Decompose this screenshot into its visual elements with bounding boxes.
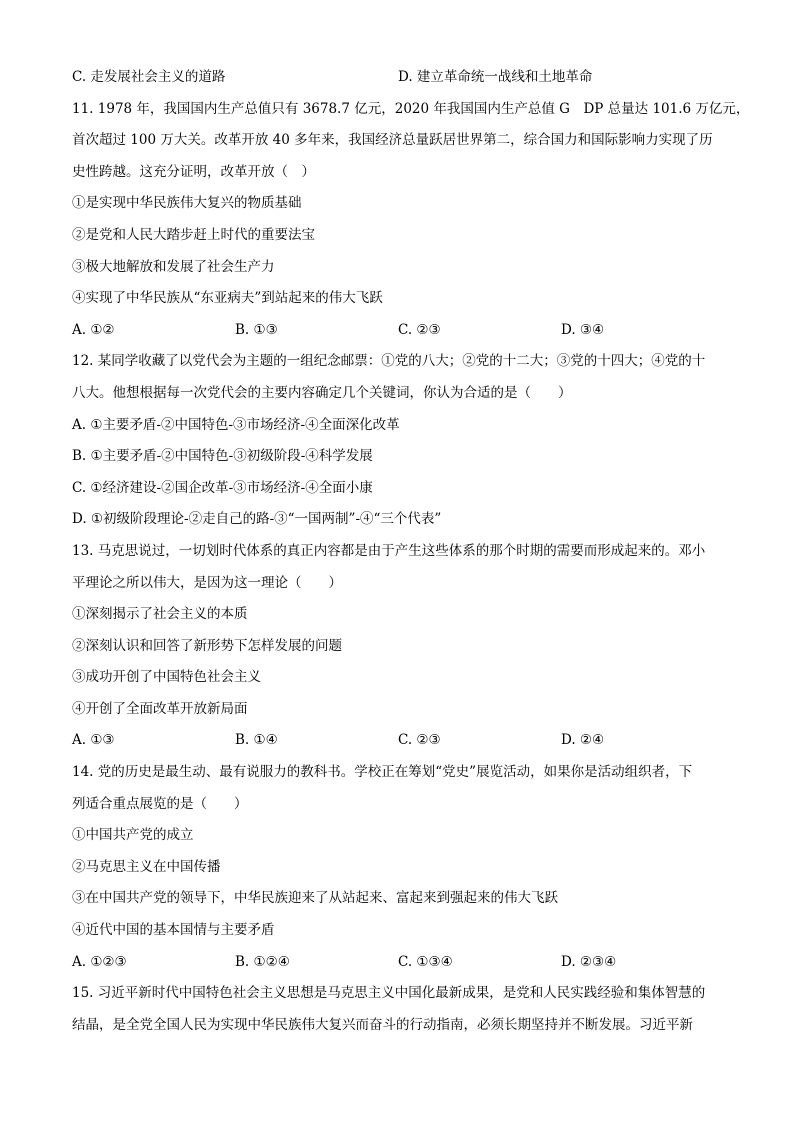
q15-stem-line-2: 结晶，是全党全国人民为实现中华民族伟大复兴而奋斗的行动指南，必须长期坚持并不断发展。习近平新 [72, 1016, 693, 1033]
q14-option-b[interactable]: B. ①②④ [235, 953, 290, 970]
q14-option-c[interactable]: C. ①③④ [398, 953, 453, 970]
q12-stem-line-1: 12. 某同学收藏了以党代会为主题的一组纪念邮票：①党的八大；②党的十二大；③党的十四大；④党的十 [72, 353, 706, 370]
q14-statement-3: ③在中国共产党的领导下，中华民族迎来了从站起来、富起来到强起来的伟大飞跃 [72, 890, 558, 907]
q12-option-c[interactable]: C. ①经济建设-②国企改革-③市场经济-④全面小康 [72, 479, 373, 496]
q13-option-b[interactable]: B. ①④ [235, 732, 278, 749]
q10-option-d[interactable]: D. 建立革命统一战线和土地革命 [398, 69, 593, 85]
q14-options-row [72, 947, 724, 979]
question-15 [72, 978, 724, 1041]
q15-stem-line-1: 15. 习近平新时代中国特色社会主义思想是马克思主义中国化最新成果，是党和人民实践经验和集体智慧的 [72, 985, 706, 1002]
q11-option-c[interactable]: C. ②③ [398, 321, 441, 338]
q14-stem-line-1: 14. 党的历史是最生动、最有说服力的教科书。学校正在筹划“党史”展览活动，如果你是活动组织者，下 [72, 764, 693, 781]
q11-statement-1: ①是实现中华民族伟大复兴的物质基础 [72, 195, 302, 212]
q13-options-row [72, 725, 724, 757]
question-12 [72, 346, 724, 536]
q11-option-b[interactable]: B. ①③ [235, 321, 278, 338]
q14-statement-1: ①中国共产党的成立 [72, 827, 194, 844]
q12-option-b[interactable]: B. ①主要矛盾-②中国特色-③初级阶段-④科学发展 [72, 448, 373, 465]
q12-option-d[interactable]: D. ①初级阶段理论-②走自己的路-③“一国两制”-④“三个代表” [72, 511, 442, 528]
q13-stem-line-1: 13. 马克思说过，一切划时代体系的真正内容都是由于产生这些体系的那个时期的需要而形成起来的。邓小 [72, 542, 706, 559]
q13-stem-line-2: 平理论之所以伟大，是因为这一理论（ ） [72, 574, 342, 591]
q12-option-a[interactable]: A. ①主要矛盾-②中国特色-③市场经济-④全面深化改革 [72, 416, 400, 433]
q13-option-a[interactable]: A. ①③ [72, 732, 115, 749]
q11-stem-line-2: 首次超过 100 万大关。改革开放 40 多年来，我国经济总量跃居世界第二，综合国力和国际影响力实现了历 [72, 132, 713, 149]
q11-stem-line-3: 史性跨越。这充分证明，改革开放（ ） [72, 163, 315, 180]
q11-option-a[interactable]: A. ①② [72, 321, 115, 338]
q14-statement-2: ②马克思主义在中国传播 [72, 858, 221, 875]
q13-statement-1: ①深刻揭示了社会主义的本质 [72, 606, 248, 623]
question-14 [72, 757, 724, 978]
question-13 [72, 536, 724, 757]
question-11 [72, 94, 750, 347]
page-content [72, 62, 750, 1041]
q13-option-d[interactable]: D. ②④ [561, 732, 605, 749]
q10-options-row [72, 62, 724, 94]
q11-statement-3: ③极大地解放和发展了社会生产力 [72, 258, 275, 275]
q11-options-row [72, 315, 724, 347]
q10-option-c[interactable]: C. 走发展社会主义的道路 [72, 69, 226, 85]
q13-statement-4: ④开创了全面改革开放新局面 [72, 700, 248, 717]
q11-stem-line-1: 11. 1978 年，我国国内生产总值只有 3678.7 亿元，2020 年我国国内生产总值 G DP 总量达 101.6 万亿元， [72, 100, 750, 117]
q13-statement-3: ③成功开创了中国特色社会主义 [72, 669, 261, 686]
q12-stem-line-2: 八大。他想根据每一次党代会的主要内容确定几个关键词，你认为合适的是（ ） [72, 384, 572, 401]
q13-option-c[interactable]: C. ②③ [398, 732, 441, 749]
q11-statement-4: ④实现了中华民族从“东亚病夫”到站起来的伟大飞跃 [72, 290, 383, 307]
q14-statement-4: ④近代中国的基本国情与主要矛盾 [72, 922, 275, 939]
q14-stem-line-2: 列适合重点展览的是（ ） [72, 795, 248, 812]
q14-option-a[interactable]: A. ①②③ [72, 953, 127, 970]
q13-statement-2: ②深刻认识和回答了新形势下怎样发展的问题 [72, 637, 342, 654]
q11-option-d[interactable]: D. ③④ [561, 321, 605, 338]
q14-option-d[interactable]: D. ②③④ [561, 953, 617, 970]
q11-statement-2: ②是党和人民大踏步赶上时代的重要法宝 [72, 226, 315, 243]
